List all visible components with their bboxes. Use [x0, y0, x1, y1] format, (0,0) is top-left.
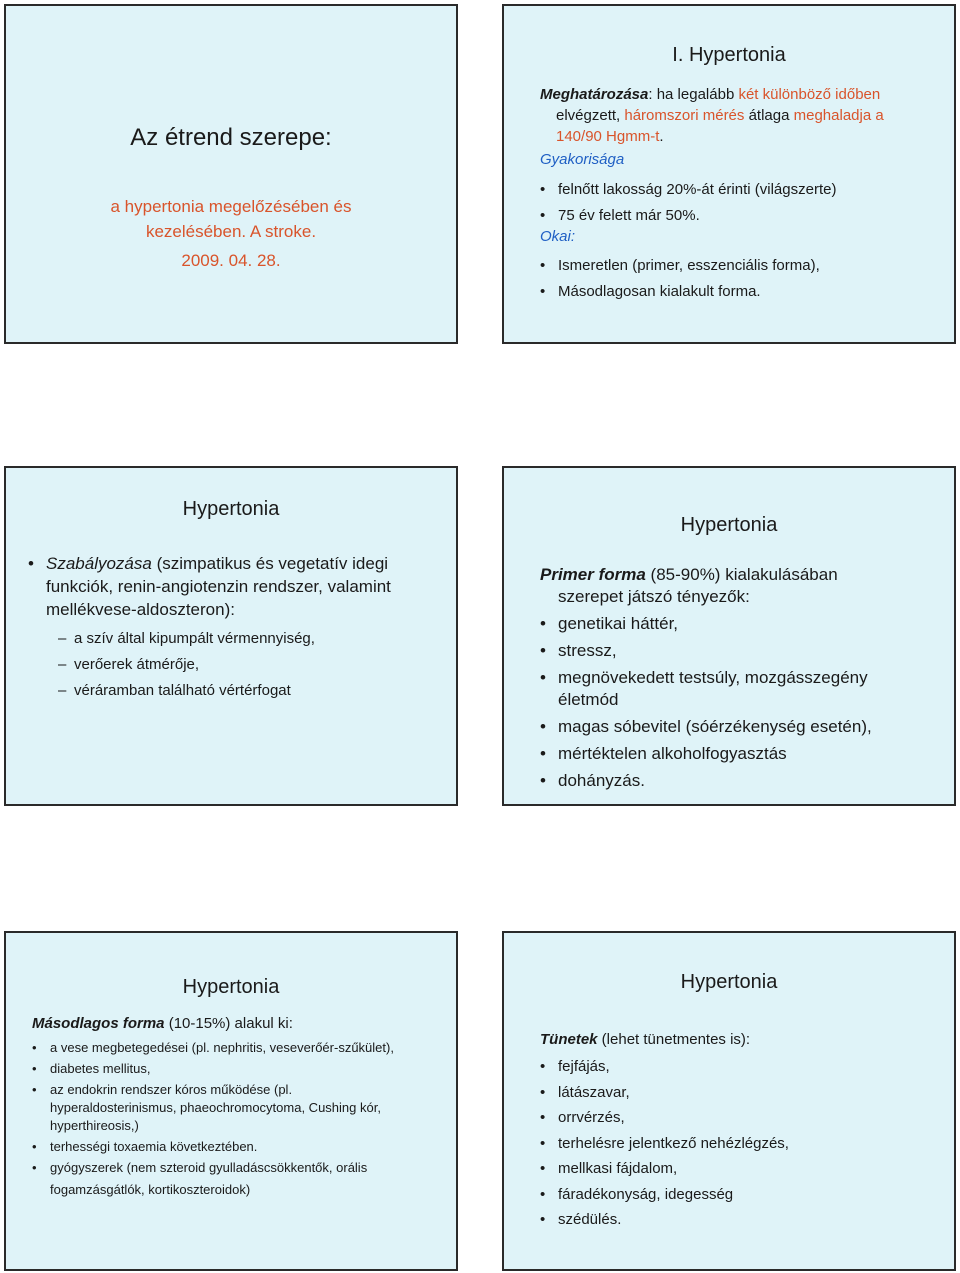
- secondary-form-label: Másodlagos forma: [32, 1015, 165, 1032]
- slide-heading: Hypertonia: [680, 514, 778, 536]
- list-item: • genetikai háttér,: [540, 613, 940, 635]
- secondary-causes-list: [32, 1039, 452, 1199]
- frequency-list: [540, 177, 836, 229]
- slide-date: 2009. 04. 28.: [181, 251, 281, 270]
- regulation-list: [28, 552, 448, 621]
- list-item: • Szabályozása (szimpatikus és vegetatív idegi funkciók, renin-angiotenzin rendszer, valamint mellékvese-aldoszteron):: [28, 552, 448, 621]
- frequency-label: Gyakorisága: [540, 151, 625, 168]
- list-item: • terhességi toxaemia következtében.: [32, 1138, 452, 1156]
- list-item: • diabetes mellitus,: [32, 1060, 452, 1078]
- definition-text: Meghatározása: ha legalább két különböző időben elvégzett, háromszori mérés átlaga meghaladja a 140/90 Hgmm-t.: [540, 86, 884, 145]
- list-item: • orrvérzés,: [540, 1105, 940, 1131]
- list-item: • gyógyszerek (nem szteroid gyulladáscsökkentők, orális fogamzásgátlók, kortikoszteroidok): [32, 1159, 452, 1199]
- list-item: • fáradékonyság, idegesség: [540, 1182, 940, 1208]
- list-item: • a vese megbetegedései (pl. nephritis, veseverőér-szűkület),: [32, 1039, 452, 1057]
- causes-list: [540, 253, 820, 305]
- list-item: • Másodlagosan kialakult forma.: [540, 279, 820, 305]
- list-item: – a szív által kipumpált vérmennyiség,: [58, 626, 448, 652]
- symptoms-label: Tünetek: [540, 1031, 598, 1048]
- primary-form-lead: Primer forma (85-90%) kialakulásában szerepet játszó tényezők:: [540, 565, 838, 606]
- list-item: • magas sóbevitel (sóérzékenység esetén),: [540, 716, 940, 738]
- symptoms-list: [540, 1054, 940, 1233]
- list-item: • stressz,: [540, 640, 940, 662]
- subtitle-line-1: a hypertonia megelőzésében és: [110, 197, 352, 216]
- list-item: • dohányzás.: [540, 770, 940, 792]
- slide-title-heading: Az étrend szerepe:: [130, 124, 332, 151]
- slide-regulation: [4, 466, 458, 806]
- secondary-form-lead: Másodlagos forma (10-15%) alakul ki:: [32, 1015, 293, 1032]
- list-item: • megnövekedett testsúly, mozgásszegény életmód: [540, 667, 940, 711]
- causes-label: Okai:: [540, 228, 576, 245]
- list-item: • mellkasi fájdalom,: [540, 1156, 940, 1182]
- slide-primary-form: [502, 466, 956, 806]
- subtitle-line-2: kezelésében. A stroke.: [145, 222, 317, 241]
- slide-subtitle: [6, 194, 456, 273]
- list-item: – véráramban található vértérfogat: [58, 678, 448, 704]
- list-item: • 75 év felett már 50%.: [540, 203, 836, 229]
- list-item: • felnőtt lakosság 20%-át érinti (világszerte): [540, 177, 836, 203]
- definition-label: Meghatározása: [540, 86, 649, 103]
- primary-form-label: Primer forma: [540, 565, 646, 584]
- slide-secondary-form: [4, 931, 458, 1271]
- factors-list: [540, 613, 940, 792]
- regulation-label: Szabályozása: [46, 554, 152, 573]
- list-item: • Ismeretlen (primer, esszenciális forma),: [540, 253, 820, 279]
- slide-heading: Hypertonia: [680, 971, 778, 993]
- list-item: • fejfájás,: [540, 1054, 940, 1080]
- slide-title: [4, 4, 458, 344]
- regulation-sublist: [58, 626, 448, 704]
- list-item: • mértéktelen alkoholfogyasztás: [540, 743, 940, 765]
- list-item: • terhelésre jelentkező nehézlégzés,: [540, 1131, 940, 1157]
- slide-heading: Hypertonia: [182, 976, 280, 998]
- slide-heading: I. Hypertonia: [672, 44, 786, 66]
- list-item: – verőerek átmérője,: [58, 652, 448, 678]
- slide-symptoms: [502, 931, 956, 1271]
- slide-definition: [502, 4, 956, 344]
- slide-heading: Hypertonia: [182, 498, 280, 520]
- list-item: • látászavar,: [540, 1080, 940, 1106]
- symptoms-lead: Tünetek (lehet tünetmentes is):: [540, 1031, 751, 1048]
- list-item: • az endokrin rendszer kóros működése (pl. hyperaldosterinismus, phaeochromocytoma, Cushing kór, hyperthireosis,): [32, 1081, 452, 1135]
- list-item: • szédülés.: [540, 1207, 940, 1233]
